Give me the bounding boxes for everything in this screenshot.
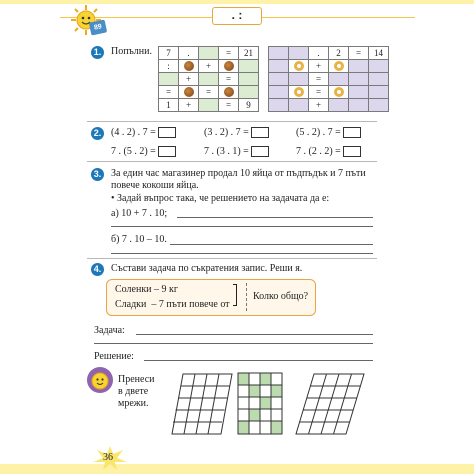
answer-box[interactable] [158,127,176,138]
answer-cell[interactable] [269,99,289,112]
answer-cell[interactable] [369,73,389,86]
donut-icon [334,87,344,97]
slanted-grid-right[interactable] [294,372,366,436]
answer-box[interactable] [251,127,269,138]
cookie-cell [219,86,239,99]
answer-cell[interactable] [369,86,389,99]
sun-mascot-icon [86,366,114,394]
cell: = [349,47,369,60]
cell: + [179,99,199,112]
task-number-1: 1. [91,46,104,59]
cookie-icon [224,87,234,97]
cell: = [309,86,329,99]
cell: 9 [239,99,259,112]
task5-text-line3: мрежи. [118,398,149,409]
task3-text-line2: повече кокоши яйца. [111,180,199,191]
cell: 1 [159,99,179,112]
cookie-cell [219,60,239,73]
answer-line[interactable] [136,334,373,335]
answer-cell[interactable] [239,73,259,86]
expression: 7 . (3 . 1) = [204,146,269,158]
task4-instruction: Състави задача по съкратения запис. Реши я. [111,263,303,274]
cell: + [179,73,199,86]
answer-cell[interactable] [349,86,369,99]
short-record-question: Колко общо? [253,291,309,302]
cookie-icon [224,61,234,71]
answer-cell[interactable] [269,60,289,73]
task5-text-line1: Пренеси [118,374,155,385]
answer-cell[interactable] [349,73,369,86]
task-label: Задача: [94,325,125,336]
task1-grid-left [158,46,259,112]
cell: + [309,60,329,73]
dashed-divider [246,283,247,311]
donut-cell [289,60,309,73]
cell: + [309,99,329,112]
answer-box[interactable] [343,146,361,157]
cell: = [309,73,329,86]
answer-cell[interactable] [329,73,349,86]
expression: (5 . 2) . 7 = [296,127,361,139]
short-record-row1: Соленки – 9 кг [115,284,178,295]
cell: 7 [159,47,179,60]
answer-line[interactable] [111,226,373,227]
expression: (4 . 2) . 7 = [111,127,176,139]
cell: 14 [369,47,389,60]
answer-line[interactable] [170,244,373,245]
task-number-4: 4. [91,263,104,276]
answer-cell[interactable] [329,99,349,112]
page-number: 36 [103,452,113,463]
answer-cell[interactable] [369,60,389,73]
answer-line[interactable] [111,253,373,254]
answer-cell[interactable] [269,86,289,99]
solution-label: Решение: [94,351,134,362]
cookie-cell [179,86,199,99]
answer-line[interactable] [94,343,373,344]
task1-instruction: Попълни. [111,46,152,57]
cell: . [179,47,199,60]
donut-cell [329,60,349,73]
cell: = [219,73,239,86]
expression: 7 . (5 . 2) = [111,146,176,158]
donut-icon [294,61,304,71]
answer-cell[interactable] [159,73,179,86]
answer-cell[interactable] [269,47,289,60]
cell: 2 [329,47,349,60]
bottom-color-band [0,464,474,474]
cell: = [159,86,179,99]
task-number-3: 3. [91,168,104,181]
cell: = [199,86,219,99]
task-number-2: 2. [91,127,104,140]
answer-cell[interactable] [199,99,219,112]
task1-grid-right [268,46,389,112]
answer-cell[interactable] [199,47,219,60]
answer-cell[interactable] [289,99,309,112]
cell: = [219,99,239,112]
answer-cell[interactable] [289,73,309,86]
bracket [233,284,237,306]
cell: 21 [239,47,259,60]
answer-cell[interactable] [199,73,219,86]
answer-cell[interactable] [289,47,309,60]
donut-cell [329,86,349,99]
donut-icon [334,61,344,71]
section-divider [87,161,377,162]
task3-text-line3: • Задай въпрос така, че решението на задачата да е: [111,193,330,204]
cookie-icon [184,87,194,97]
answer-line[interactable] [144,360,373,361]
answer-cell[interactable] [239,86,259,99]
section-divider [87,258,377,259]
answer-line[interactable] [177,217,373,218]
donut-icon [294,87,304,97]
expression: (3 . 2) . 7 = [204,127,269,139]
answer-cell[interactable] [349,60,369,73]
answer-box[interactable] [343,127,361,138]
page-badge: 89 [89,19,107,35]
task3-text-line1: За един час магазинер продал 10 яйца от пъдпъдък и 7 пъти [111,168,366,179]
header-symbols: . : [212,7,262,25]
answer-box[interactable] [251,146,269,157]
task3-option-b: б) 7 . 10 – 10. [111,234,167,245]
cell: + [199,60,219,73]
cell: . [309,47,329,60]
slanted-grid-left[interactable] [170,372,234,436]
short-record-row2: Сладки – 7 пъти повече от [115,299,230,310]
expression: 7 . (2 . 2) = [296,146,361,158]
answer-cell[interactable] [349,99,369,112]
section-divider [87,121,377,122]
pattern-grid [237,372,283,436]
cookie-cell [179,60,199,73]
task5-text-line2: в двете [118,386,149,397]
answer-cell[interactable] [269,73,289,86]
answer-cell[interactable] [239,60,259,73]
answer-cell[interactable] [369,99,389,112]
cell: = [219,47,239,60]
cookie-icon [184,61,194,71]
task3-option-a: а) 10 + 7 . 10; [111,208,168,219]
answer-box[interactable] [158,146,176,157]
donut-cell [289,86,309,99]
cell: : [159,60,179,73]
